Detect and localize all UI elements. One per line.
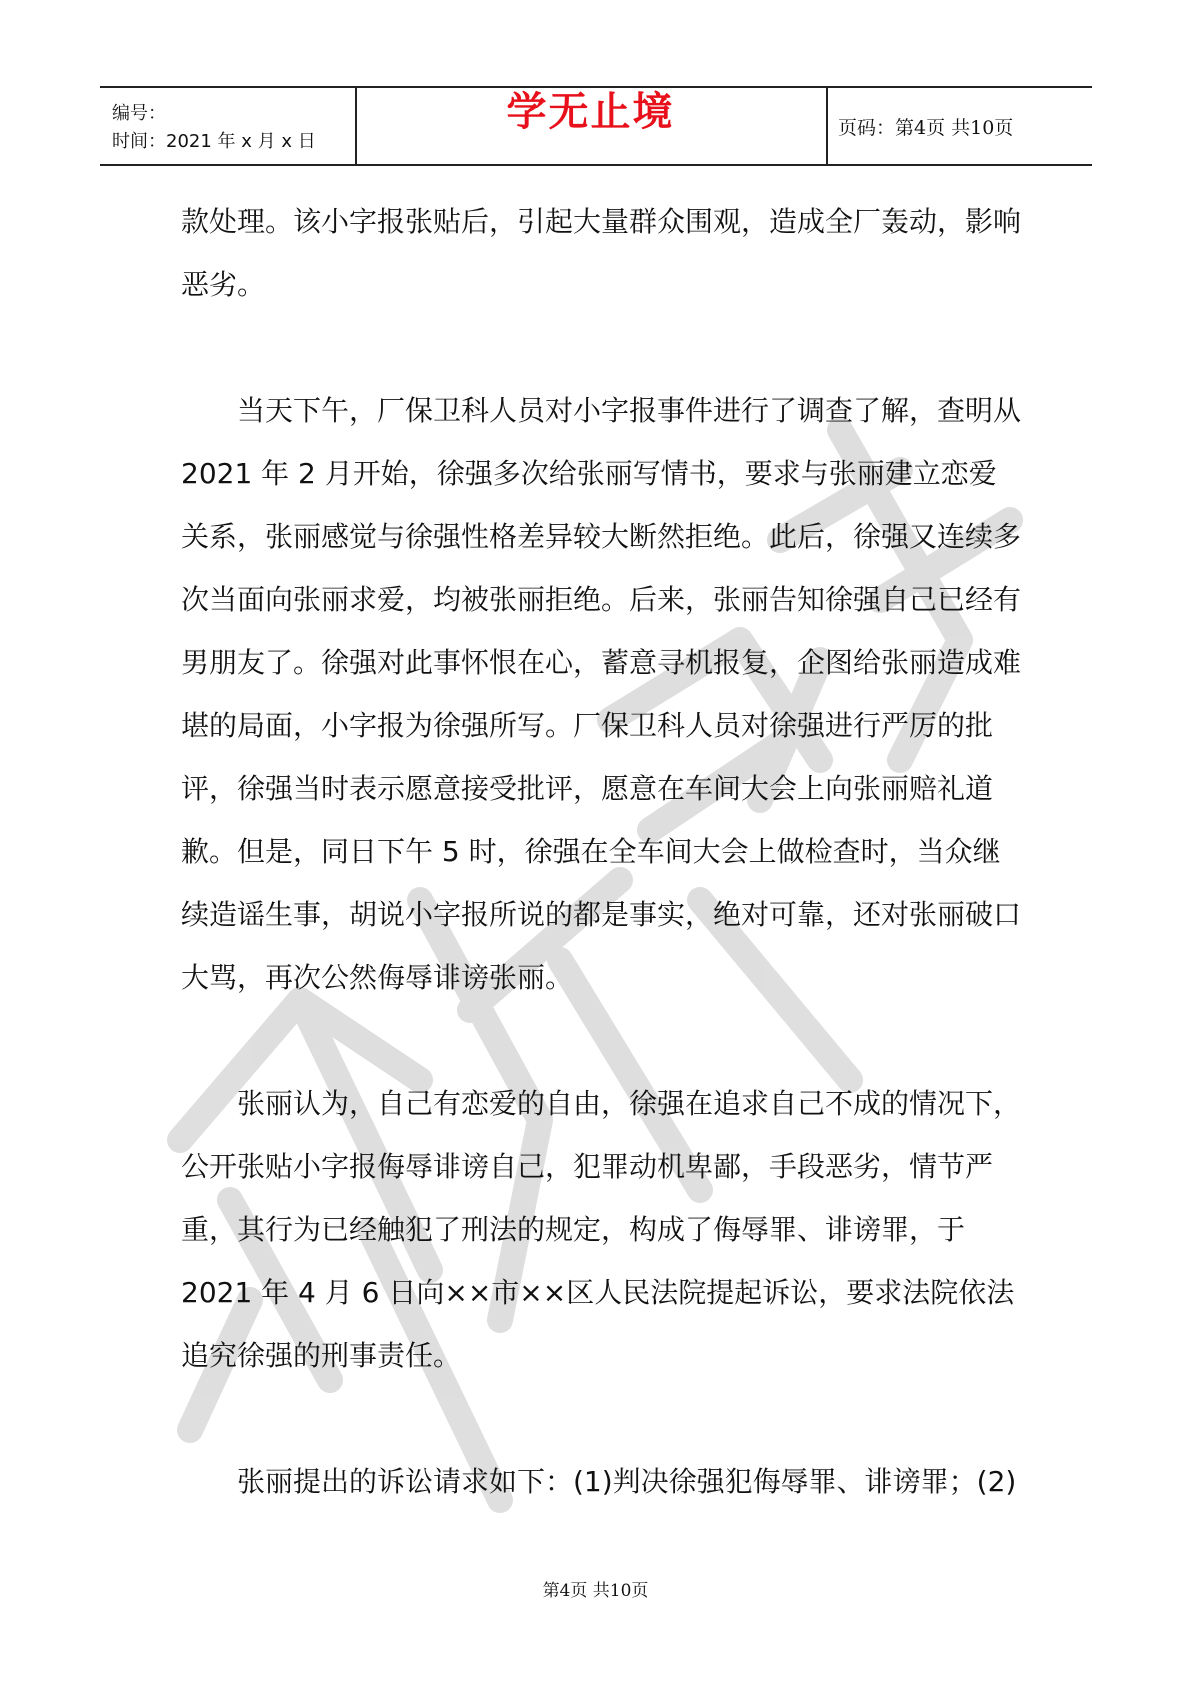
header-meta bbox=[112, 100, 316, 156]
header-bottom-rule bbox=[100, 164, 1092, 166]
header-title: 学无止境 bbox=[506, 89, 675, 135]
paragraph-2: 当天下午，厂保卫科人员对小字报事件进行了调查了解，查明从 2021 年 2 月开始，徐强多次给张丽写情书，要求与张丽建立恋爱关系，张丽感觉与徐强性格差异较大断然拒绝。此后，徐强又连续多次当面向张丽求爱，均被张丽拒绝。后来，张丽告知徐强自己已经有男朋友了。徐强对此事怀恨在心，蓄意寻机报复，企图给张丽造成难堪的局面，小字报为徐强所写。厂保卫科人员对徐强进行严厉的批评，徐强当时表示愿意接受批评，愿意在车间大会上向张丽赔礼道歉。但是，同日下午 5 时，徐强在全车间大会上做检查时，当众继续造谣生事，胡说小字报所说的都是事实，绝对可靠，还对张丽破口大骂，再次公然侮辱诽谤张丽。 bbox=[181, 394, 1022, 994]
paragraph-3: 张丽认为，自己有恋爱的自由，徐强在追求自己不成的情况下，公开张贴小字报侮辱诽谤自己，犯罪动机卑鄙，手段恶劣，情节严重，其行为已经触犯了刑法的规定，构成了侮辱罪、诽谤罪，于 2021 年 4 月 6 日向××市××区人民法院提起诉讼，要求法院依法追究徐强的刑事责任。 bbox=[181, 1087, 1022, 1372]
document-time-label: 时间：2021 年 x 月 x 日 bbox=[112, 131, 316, 152]
footer-page-number: 第4页 共10页 bbox=[542, 1581, 649, 1601]
document-body bbox=[181, 190, 1021, 1513]
document-number-label: 编号： bbox=[112, 103, 166, 124]
header-divider-right bbox=[826, 86, 828, 166]
paragraph-1: 款处理。该小字报张贴后，引起大量群众围观，造成全厂轰动，影响恶劣。 bbox=[181, 205, 1022, 301]
header-page-info: 页码：第4页 共10页 bbox=[838, 117, 1014, 139]
paragraph-4: 张丽提出的诉讼请求如下：(1)判决徐强犯侮辱罪、诽谤罪；(2) bbox=[237, 1465, 1017, 1498]
